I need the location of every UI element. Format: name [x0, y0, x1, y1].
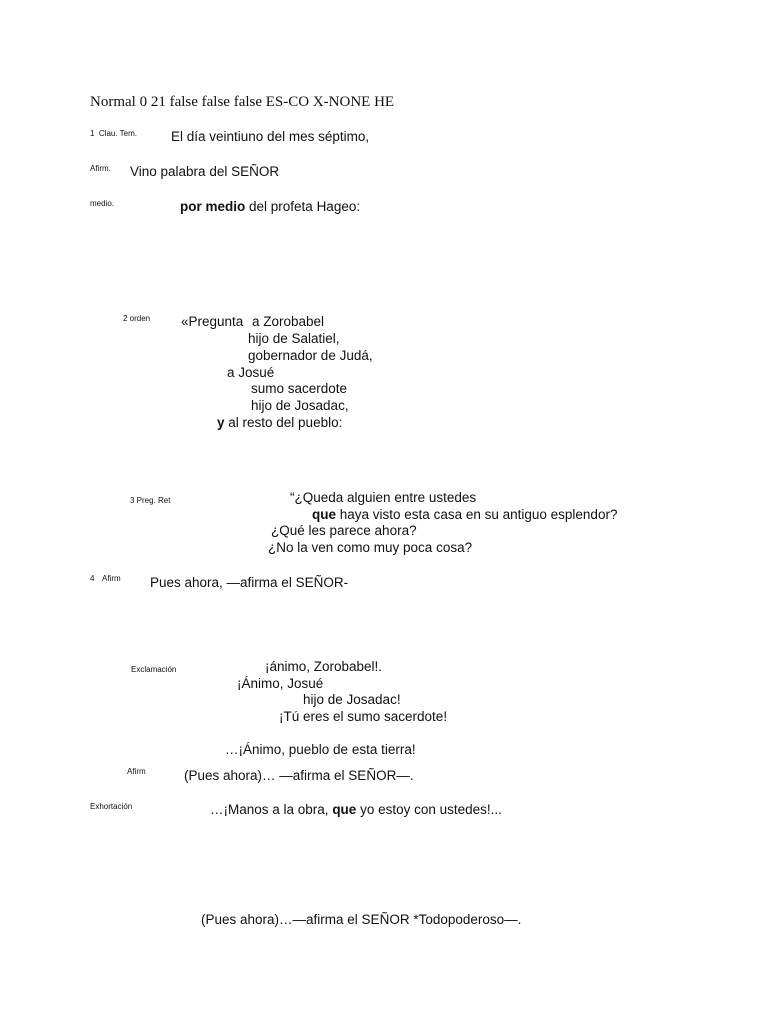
- text-line: ¡Ánimo, Josué: [237, 676, 324, 691]
- text-line: [210, 802, 502, 818]
- text-line: El día veintiuno del mes séptimo,: [171, 129, 370, 144]
- text-line: sumo sacerdote: [251, 381, 348, 396]
- text-span: yo estoy con ustedes!...: [356, 802, 502, 817]
- text-line: [217, 415, 342, 431]
- text-line: hijo de Josadac,: [251, 398, 349, 413]
- text-line: a Zorobabel: [252, 314, 325, 329]
- text-line: Vino palabra del SEÑOR: [130, 164, 280, 179]
- text-line: ¿Qué les parece ahora?: [271, 523, 417, 538]
- text-span: al resto del pueblo:: [224, 415, 343, 430]
- text-line: hijo de Salatiel,: [248, 331, 340, 346]
- margin-label-exhortacion: Exhortación: [90, 802, 133, 811]
- text-line: «Pregunta: [181, 314, 244, 329]
- text-line: …¡Ánimo, pueblo de esta tierra!: [225, 742, 416, 757]
- margin-label-number: 4: [90, 574, 95, 583]
- document-header: Normal 0 21 false false false ES-CO X-NONE HE: [90, 94, 395, 110]
- text-span: haya visto esta casa en su antiguo esplendor?: [336, 507, 618, 522]
- text-line: ¡Tú eres el sumo sacerdote!: [279, 709, 448, 724]
- text-line: “¿Queda alguien entre ustedes: [290, 490, 477, 505]
- margin-label-pregunta-retorica: 3 Preg. Ret: [130, 496, 171, 505]
- bold-text: que: [332, 802, 357, 817]
- text-line: (Pues ahora)… —afirma el SEÑOR—.: [184, 768, 414, 783]
- margin-label-exclamacion: Exclamación: [131, 665, 177, 674]
- margin-label-medio: medio.: [90, 199, 115, 208]
- text-line: ¡ánimo, Zorobabel!.: [265, 659, 383, 674]
- bold-text: que: [312, 507, 337, 522]
- margin-label-orden: 2 orden: [123, 314, 151, 323]
- text-line: hijo de Josadac!: [303, 692, 401, 707]
- margin-label-afirmacion: Afirm.: [90, 164, 111, 173]
- bold-text: y: [217, 415, 225, 430]
- margin-label-clausula-temporal: 1 Clau. Tem.: [90, 129, 137, 138]
- text-line: gobernador de Judá,: [248, 348, 373, 363]
- text-line: [180, 199, 360, 215]
- text-span: …¡Manos a la obra,: [210, 802, 333, 817]
- text-span: del profeta Hageo:: [245, 199, 361, 214]
- text-line: a Josué: [227, 365, 275, 380]
- text-line: Pues ahora, —afirma el SEÑOR-: [150, 575, 349, 590]
- text-line: ¿No la ven como muy poca cosa?: [268, 540, 473, 555]
- margin-label-afirmacion: Afirm: [127, 767, 146, 776]
- margin-label-afirmacion: Afirm: [102, 574, 121, 583]
- text-line: [312, 507, 617, 523]
- text-line: (Pues ahora)…—afirma el SEÑOR *Todopoderoso—.: [201, 912, 522, 927]
- bold-text: por medio: [180, 199, 246, 214]
